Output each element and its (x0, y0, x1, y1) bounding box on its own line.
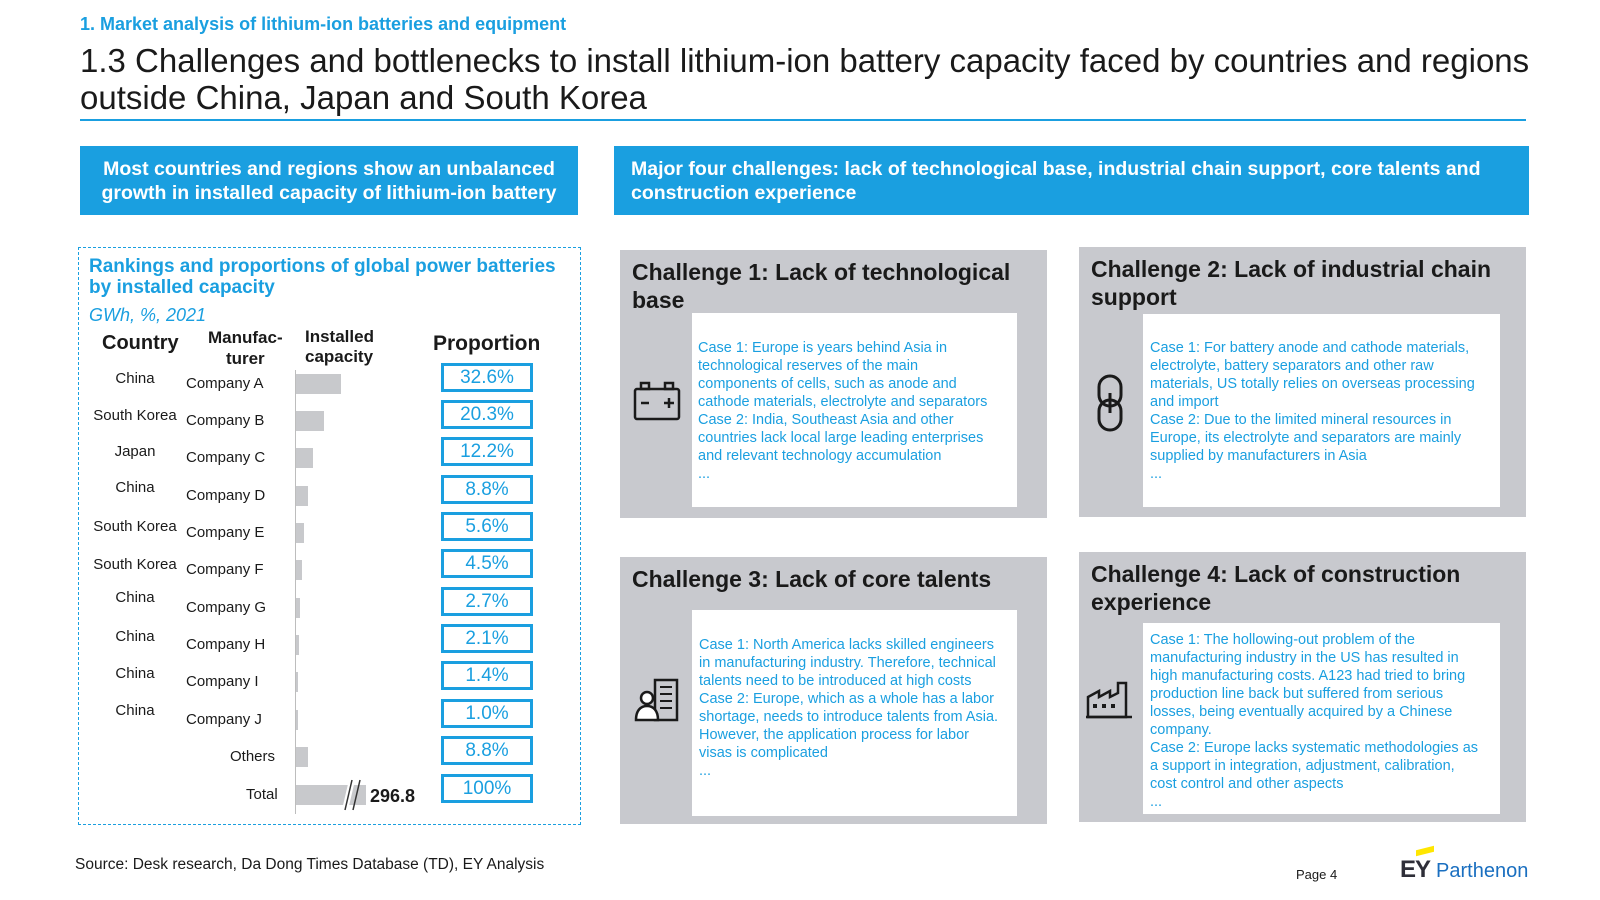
proportion-box: 4.5% (441, 549, 533, 578)
column-header-capacity-line1: Installed (305, 327, 374, 346)
challenge-3-text (699, 636, 1015, 780)
challenge-text-line: losses, being eventually acquired by a Chinese (1150, 704, 1453, 720)
challenge-text-line: Case 1: North America lacks skilled engineers (699, 637, 994, 653)
proportion-box: 8.8% (441, 736, 533, 765)
challenge-text-line: However, the application process for labor (699, 727, 970, 743)
row-company: Company G (186, 599, 267, 616)
capacity-bar (296, 374, 341, 394)
logo-parthenon-text: Parthenon (1436, 860, 1529, 882)
row-company: Others (230, 748, 276, 765)
proportion-box: 100% (441, 774, 533, 803)
proportion-box: 32.6% (441, 363, 533, 392)
row-country: China (115, 479, 155, 496)
page-title: 1.3 Challenges and bottlenecks to install lithium-ion battery capacity faced by countries and regions outside China, Japan and South Korea (80, 42, 1530, 116)
challenge-text-line: Case 1: Europe is years behind Asia in (698, 340, 948, 356)
proportion-box: 12.2% (441, 437, 533, 466)
column-header-manufacturer-line2: turer (225, 349, 265, 368)
capacity-bar (296, 448, 313, 468)
capacity-bar (296, 486, 308, 506)
column-header-country: Country (102, 332, 179, 354)
row-country: China (115, 628, 155, 645)
proportion-box: 5.6% (441, 512, 533, 541)
challenge-1-title: Challenge 1: Lack of technological base (632, 259, 1011, 313)
proportion-box: 8.8% (441, 475, 533, 504)
total-capacity-value: 296.8 (370, 786, 416, 806)
challenge-text-line: countries lack local large leading enterprises (698, 430, 984, 446)
challenge-3-card (692, 610, 1017, 816)
challenge-text-line: Case 1: For battery anode and cathode materials, (1150, 340, 1470, 356)
challenge-text-line: technological reserves of the main (698, 358, 919, 374)
row-company: Company H (186, 636, 266, 653)
row-company: Company A (186, 375, 264, 392)
challenge-text-line: ... (1150, 466, 1163, 482)
row-country: China (115, 370, 155, 387)
challenge-4-title: Challenge 4: Lack of construction experience (1091, 561, 1461, 615)
challenge-3-panel (620, 557, 1047, 824)
proportion-box: 2.1% (441, 624, 533, 653)
challenge-1-panel (620, 250, 1047, 518)
challenge-text-line: a support in integration, adjustment, calibration, (1150, 758, 1455, 774)
proportion-box: 1.0% (441, 699, 533, 728)
challenge-text-line: in manufacturing industry. Therefore, technical (699, 655, 996, 671)
challenge-4-text (1150, 631, 1498, 811)
row-country: China (115, 702, 155, 719)
row-company: Company J (186, 711, 262, 728)
battery-icon (632, 380, 682, 427)
row-company: Company B (186, 412, 265, 429)
section-label: 1. Market analysis of lithium-ion batteries and equipment (80, 14, 567, 34)
row-company: Total (246, 786, 278, 803)
proportion-box: 2.7% (441, 587, 533, 616)
challenge-text-line: Case 2: India, Southeast Asia and other (698, 412, 954, 428)
challenge-1-card (692, 313, 1017, 507)
challenge-text-line: talents need to be introduced at high costs (699, 673, 972, 689)
page-number: Page 4 (1296, 867, 1338, 882)
challenge-text-line: Case 2: Europe, which as a whole has a labor (699, 691, 995, 707)
row-company: Company C (186, 449, 266, 466)
column-header-manufacturer (208, 327, 283, 369)
challenge-text-line: cost control and other aspects (1150, 776, 1344, 792)
challenge-text-line: ... (698, 466, 711, 482)
challenge-text-line: ... (1150, 794, 1163, 810)
capacity-bar (296, 560, 302, 580)
chart-title: Rankings and proportions of global power batteries by installed capacity (89, 256, 556, 298)
challenge-text-line: cathode materials, electrolyte and separators (698, 394, 988, 410)
row-company: Company E (186, 524, 265, 541)
challenge-text-line: company. (1150, 722, 1212, 738)
challenge-4-panel (1079, 552, 1526, 822)
challenge-text-line: Case 2: Due to the limited mineral resources in (1150, 412, 1452, 428)
right-banner: Major four challenges: lack of technological base, industrial chain support, core talents and construction experience (614, 146, 1529, 215)
capacity-bar (296, 672, 298, 692)
capacity-bar (296, 598, 300, 618)
challenge-2-panel (1079, 247, 1526, 517)
challenge-text-line: Europe, its electrolyte and separators are mainly (1150, 430, 1462, 446)
row-country: South Korea (93, 556, 177, 573)
logo-ey-text: EY (1400, 856, 1431, 883)
challenge-text-line: supplied by manufacturers in Asia (1150, 448, 1367, 464)
challenge-text-line: materials, US totally relies on overseas processing (1150, 376, 1475, 392)
challenge-2-card (1143, 314, 1500, 507)
row-company: Company D (186, 487, 266, 504)
left-banner: Most countries and regions show an unbalanced growth in installed capacity of lithium-ion battery (80, 146, 578, 215)
capacity-bar (296, 411, 324, 431)
column-header-proportion: Proportion (433, 332, 541, 355)
column-header-capacity-line2: capacity (305, 347, 374, 366)
challenge-text-line: production line back but suffered from serious (1150, 686, 1444, 702)
chart-unit: GWh, %, 2021 (89, 305, 207, 325)
challenge-text-line: and import (1150, 394, 1219, 410)
challenge-text-line: manufacturing industry in the US has resulted in (1150, 650, 1459, 666)
chain-link-icon (1092, 373, 1128, 438)
challenge-text-line: shortage, needs to introduce talents from Asia. (699, 709, 999, 725)
logo-yellow-bar (1416, 846, 1434, 856)
challenge-text-line: and relevant technology accumulation (698, 448, 942, 464)
row-company: Company F (186, 561, 264, 578)
row-country: South Korea (93, 407, 177, 424)
challenge-1-text (698, 339, 1016, 483)
column-header-manufacturer-line1: Manufac- (208, 328, 283, 347)
capacity-bar (296, 747, 308, 767)
capacity-bar (296, 635, 299, 655)
capacity-bar (296, 710, 298, 730)
challenge-text-line: ... (699, 763, 712, 779)
row-country: China (115, 665, 155, 682)
row-country: South Korea (93, 518, 177, 535)
title-divider (80, 119, 1526, 121)
challenge-text-line: Case 1: The hollowing-out problem of the (1150, 632, 1415, 648)
challenge-text-line: electrolyte, battery separators and other raw (1150, 358, 1434, 374)
proportion-box: 20.3% (441, 400, 533, 429)
axis-break-icon (339, 778, 369, 812)
challenge-4-card (1143, 623, 1500, 814)
row-country: Japan (114, 443, 156, 460)
challenge-text-line: visas is complicated (699, 745, 828, 761)
source-note: Source: Desk research, Da Dong Times Database (TD), EY Analysis (75, 856, 545, 873)
challenge-3-title: Challenge 3: Lack of core talents (632, 566, 992, 592)
row-country: China (115, 589, 155, 606)
column-header-capacity (305, 327, 374, 367)
challenge-text-line: components of cells, such as anode and (698, 376, 957, 392)
factory-icon (1085, 680, 1135, 725)
challenge-text-line: high manufacturing costs. A123 had tried to bring (1150, 668, 1466, 684)
challenge-2-text (1150, 339, 1498, 483)
proportion-box: 1.4% (441, 661, 533, 690)
challenge-2-title: Challenge 2: Lack of industrial chain support (1091, 256, 1492, 310)
row-company: Company I (186, 673, 259, 690)
challenge-text-line: Case 2: Europe lacks systematic methodologies as (1150, 740, 1479, 756)
worker-building-icon (633, 676, 681, 729)
ey-parthenon-logo (1400, 856, 1528, 884)
capacity-bar (296, 523, 304, 543)
